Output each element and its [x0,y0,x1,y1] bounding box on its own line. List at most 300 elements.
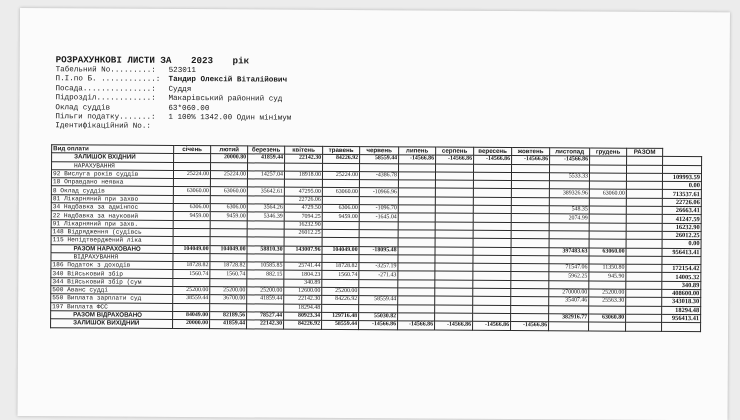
table-cell [359,279,398,288]
table-cell: 41859.44 [248,154,285,163]
table-cell [626,181,662,190]
table-cell [398,271,435,280]
table-cell [473,288,511,297]
table-cell: -1096.70 [359,205,398,214]
column-header: серпень [436,147,474,156]
table-cell [435,313,473,322]
table-cell [473,239,511,248]
header-field-value: Макарівський районний суд [168,95,282,105]
table-cell [210,220,247,229]
table-cell: 1804.23 [284,271,322,280]
table-cell: 22142.30 [284,295,322,304]
row-total: 713537.61 [662,190,701,199]
table-cell [473,205,511,214]
table-cell [589,173,626,182]
table-cell: 18728.82 [322,263,359,272]
row-total: 14005.32 [662,273,701,282]
table-cell [590,156,627,165]
table-cell: -271.43 [359,271,398,280]
table-cell [435,213,473,222]
table-cell: 18294.48 [284,304,322,313]
table-cell [210,195,247,204]
table-cell [247,179,284,188]
table-cell: 5533.33 [549,173,589,182]
table-cell [511,181,549,190]
table-cell: 25224.00 [210,171,247,180]
table-cell: 84226.92 [322,296,359,305]
table-cell [173,228,210,237]
table-cell [247,196,284,205]
table-cell [210,237,247,246]
table-cell [589,239,626,248]
table-cell [589,206,626,215]
row-total: 41247.59 [662,215,701,224]
row-total: 956413.41 [662,248,701,257]
table-cell [398,296,435,305]
table-cell [248,162,285,171]
row-label: 186 Податок з доходів [51,261,173,270]
table-cell [473,297,511,306]
table-cell [322,180,359,189]
table-cell [174,162,211,171]
table-cell [359,180,398,189]
table-cell [322,238,359,247]
header-field-value: Суддя [168,86,191,96]
table-cell [474,164,512,173]
table-cell [359,196,398,205]
table-cell: -10966.96 [359,188,398,197]
table-cell: 3564.26 [247,204,284,213]
document-fields [55,66,695,136]
table-cell [473,180,511,189]
column-header: РАЗОМ [627,148,663,157]
table-cell [473,214,511,223]
table-cell [398,238,435,247]
table-cell [173,179,210,188]
table-cell [398,188,435,197]
table-cell [511,272,549,281]
table-cell [398,246,435,255]
table-cell: 104049.00 [173,245,210,254]
row-label: РАЗОМ НАРАХОВАНО [51,244,173,253]
column-header: квітень [285,146,323,155]
table-body [51,153,702,331]
header-field-value: 523011 [169,67,196,77]
table-cell [210,278,247,287]
table-cell: -18095.48 [359,246,398,255]
table-cell: 143007.96 [284,246,322,255]
column-header: листопад [550,148,590,157]
table-cell [627,165,663,174]
table-cell [473,305,511,314]
table-cell: 1560.74 [322,271,359,280]
header-field-label: Оклад суддів [55,104,168,114]
row-total: 956413.41 [662,314,701,323]
table-cell [360,163,399,172]
table-cell [511,172,549,181]
table-cell: 18918.00 [284,171,322,180]
document-title: РОЗРАХУНКОВІ ЛИСТИ ЗА [56,54,172,66]
table-cell [626,264,662,273]
row-label: 34 Надбавка за адмінпос [51,203,173,212]
row-total [663,165,702,174]
table-cell [173,303,210,312]
table-cell [473,313,511,322]
table-cell: 78527.44 [247,312,284,321]
table-cell [398,313,435,322]
table-cell [626,215,662,224]
table-cell: 25200.00 [210,287,247,296]
header-field-value: 63*060.00 [168,105,209,115]
table-cell: 104049.00 [322,246,359,255]
table-cell: 22142.30 [247,320,284,329]
row-label: 18 Оправдано неявка [51,178,173,187]
column-header: червень [360,147,399,156]
table-cell [247,237,284,246]
table-cell [589,198,626,207]
table-cell [626,256,662,265]
table-cell [435,180,473,189]
row-total: 26663.41 [662,207,701,216]
row-label: РАЗОМ ВІДРАХОВАНО [51,311,173,320]
table-cell [626,248,662,257]
table-cell [626,322,662,331]
table-cell [435,205,473,214]
table-cell: -14566.86 [399,155,436,164]
table-cell [626,239,662,248]
table-cell [247,221,284,230]
table-cell [589,223,626,232]
table-cell [626,198,662,207]
table-cell [589,281,626,290]
table-cell [550,164,590,173]
table-cell [549,222,589,231]
table-cell [549,256,589,265]
table-cell [323,163,360,172]
table-cell [626,190,662,199]
row-total: 26012.25 [662,231,701,240]
table-cell: 16232.90 [284,221,322,230]
row-total: 18294.48 [662,306,701,315]
row-total: 22726.06 [662,198,701,207]
table-cell: 14257.04 [247,171,284,180]
payroll-sheet-page [18,8,730,420]
table-cell [173,278,210,287]
table-cell: 25741.44 [284,262,322,271]
table-cell [549,239,589,248]
column-header: січень [174,145,211,154]
table-cell [589,306,626,315]
table-cell: -14566.86 [474,156,512,165]
table-cell: 71547.06 [549,264,589,273]
table-cell [398,205,435,214]
table-cell [589,181,626,190]
row-total [663,157,702,166]
column-header: лютий [211,146,248,155]
table-cell: 2074.99 [549,214,589,223]
table-cell [359,221,398,230]
table-cell: 84226.92 [323,155,360,164]
table-cell: 55030.82 [359,313,398,322]
table-cell [173,253,210,262]
table-cell [435,296,473,305]
table-cell [511,214,549,223]
column-header: грудень [590,148,627,157]
table-cell [511,239,549,248]
table-cell [247,229,284,238]
table-cell [511,247,549,256]
table-cell [473,197,511,206]
table-cell: 63060.00 [589,248,626,257]
row-label: 340 Військовий збір [51,269,173,278]
table-cell [435,238,473,247]
table-cell: 129716.48 [322,312,359,321]
table-cell [589,256,626,265]
table-cell [473,272,511,281]
table-cell: 58559.44 [322,321,359,330]
table-cell [285,163,323,172]
table-cell [398,280,435,289]
table-cell [473,172,511,181]
table-cell [589,214,626,223]
column-header: травень [323,146,360,155]
row-label: 8 Оклад суддів [51,186,173,195]
table-cell [398,288,435,297]
table-cell: 63060.80 [589,314,626,323]
table-cell [626,206,662,215]
table-cell: 5346.39 [247,212,284,221]
table-cell [511,206,549,215]
table-cell [359,238,398,247]
table-cell: 63060.00 [322,188,359,197]
header-field-value: 1 100% 1342.00 Один мінімум [168,114,291,124]
table-cell: 25200.00 [322,287,359,296]
document-header [55,54,695,136]
table-cell [511,289,549,298]
table-cell [210,254,247,263]
table-cell: 35642.61 [247,187,284,196]
column-header: липень [399,147,436,156]
table-cell [322,254,359,263]
row-label: 91 Лікарняний при захв. [51,219,173,228]
table-cell: 25224.00 [322,171,359,180]
table-cell: 25224.00 [173,170,210,179]
table-cell [589,322,626,331]
table-cell: 6306.00 [173,204,210,213]
table-cell [435,255,473,264]
table-cell: 1560.74 [210,270,247,279]
table-cell [627,157,663,166]
table-cell [435,280,473,289]
table-cell [322,279,359,288]
table-cell [626,289,662,298]
row-label: 22 Надбавка за науковий [51,211,173,220]
table-cell: -14566.86 [473,322,511,331]
table-cell: 36700.00 [210,295,247,304]
table-cell [435,288,473,297]
table-cell [511,313,549,322]
table-cell: 41859.44 [247,295,284,304]
table-cell: 389326.96 [549,189,589,198]
table-cell: 7094.25 [284,212,322,221]
table-cell: 25200.00 [173,286,210,295]
row-total: 343018.30 [662,298,701,307]
header-field-label: Ідентифікаційний No.: [55,123,168,133]
table-cell [511,255,549,264]
table-cell [511,189,549,198]
header-field-label: Підрозділ............: [55,94,168,104]
table-cell [173,195,210,204]
table-cell [549,280,589,289]
table-cell: 12600.00 [284,287,322,296]
table-cell: 397483.63 [549,247,589,256]
row-label: НАРАХУВАННЯ [52,161,174,170]
table-cell [398,263,435,272]
table-cell [435,271,473,280]
table-cell [322,304,359,313]
table-cell: 6306.00 [210,204,247,213]
table-cell: -14566.86 [435,321,473,330]
row-total: 172154.42 [662,265,701,274]
document-year: 2023 [191,55,213,66]
row-label: 148 Відрядження (судівсь [51,228,173,237]
table-cell [359,288,398,297]
header-field-label: П.І.по Б. ............: [56,76,169,86]
row-total: 16232.90 [662,223,701,232]
table-cell: 18728.82 [210,262,247,271]
table-cell [549,198,589,207]
row-total: 0.00 [662,182,701,191]
table-cell: 58559.44 [359,296,398,305]
table-cell [435,172,473,181]
table-cell [549,231,589,240]
document-year-suffix: рік [233,55,250,66]
table-cell [398,230,435,239]
table-cell [436,164,474,173]
table-cell: 22142.30 [285,154,323,163]
table-cell [626,273,662,282]
column-header: вересень [474,147,512,156]
table-cell [398,172,435,181]
table-cell [511,264,549,273]
table-cell [511,230,549,239]
header-field-value: Тандир Олексій Віталійович [169,76,288,86]
table-cell [173,237,210,246]
table-cell [322,196,359,205]
table-cell: 104049.00 [210,245,247,254]
table-cell [511,197,549,206]
table-cell: -4386.78 [359,171,398,180]
table-cell [398,180,435,189]
row-label: ВІДРАХУВАННЯ [51,253,173,262]
row-label: 500 Аванс судді [51,286,173,295]
table-cell [435,197,473,206]
table-cell: 84049.00 [173,311,210,320]
table-cell: 82189.56 [210,312,247,321]
table-cell [435,263,473,272]
row-label: ЗАЛИШОК ВХІДНИЙ [52,153,174,162]
table-cell: 63060.00 [589,189,626,198]
column-header: жовтень [512,148,550,157]
table-cell [473,230,511,239]
table-cell: 9459.00 [322,213,359,222]
table-cell [398,304,435,313]
table-cell [473,189,511,198]
table-cell: 22726.06 [284,196,322,205]
table-cell: 25563.30 [589,297,626,306]
table-cell: 382916.77 [549,314,589,323]
table-cell [473,280,511,289]
table-cell: -14566.86 [436,155,474,164]
table-cell [322,229,359,238]
table-cell: 945.90 [589,272,626,281]
table-cell [626,223,662,232]
table-cell: 84226.92 [284,320,322,329]
row-label: 550 Виплата зарплати суд [51,294,173,303]
row-total: 408600.00 [662,289,701,298]
row-label: 115 Непідтверджений ліка [51,236,173,245]
row-total: 340.89 [662,281,701,290]
table-cell: 58559.44 [360,155,399,164]
table-cell [210,229,247,238]
table-cell [435,247,473,256]
table-cell [512,164,550,173]
table-cell [173,220,210,229]
table-cell: -14566.86 [512,156,550,165]
table-cell: 5962.25 [549,272,589,281]
table-cell [398,221,435,230]
table-cell: 26012.25 [284,229,322,238]
row-label: 92 Вислуга років суддів [51,170,173,179]
table-cell: -3257.19 [359,263,398,272]
table-cell [359,304,398,313]
table-cell [435,305,473,314]
table-cell: 4729.50 [284,204,322,213]
table-cell: 20000.00 [173,320,210,329]
table-cell [473,222,511,231]
table-cell [590,165,627,174]
table-cell: -14566.86 [398,321,435,330]
table-cell [211,162,248,171]
table-cell [174,154,211,163]
table-cell [210,179,247,188]
table-cell: 1560.74 [173,270,210,279]
table-cell: 63060.00 [210,187,247,196]
row-label: 197 Виплата ФСС [51,302,173,311]
row-total: 109993.59 [662,173,701,182]
table-cell: 41859.44 [210,320,247,329]
table-cell: 80923.34 [284,312,322,321]
table-cell [399,163,436,172]
payroll-table [50,144,702,332]
table-cell [284,254,322,263]
table-cell [473,247,511,256]
row-label: 344 Військовий збір (сум [51,277,173,286]
column-header: Вид оплати [52,145,174,154]
table-cell: 270000.00 [549,289,589,298]
table-cell [626,281,662,290]
table-cell [626,298,662,307]
table-cell [322,221,359,230]
row-label: 81 Лікарняний при захво [51,194,173,203]
table-cell [549,305,589,314]
table-cell: -14566.86 [550,156,590,165]
table-cell: 63060.00 [173,187,210,196]
table-cell [435,222,473,231]
table-cell [511,222,549,231]
table-cell: -14566.86 [511,322,549,331]
table-cell: 18728.82 [173,262,210,271]
